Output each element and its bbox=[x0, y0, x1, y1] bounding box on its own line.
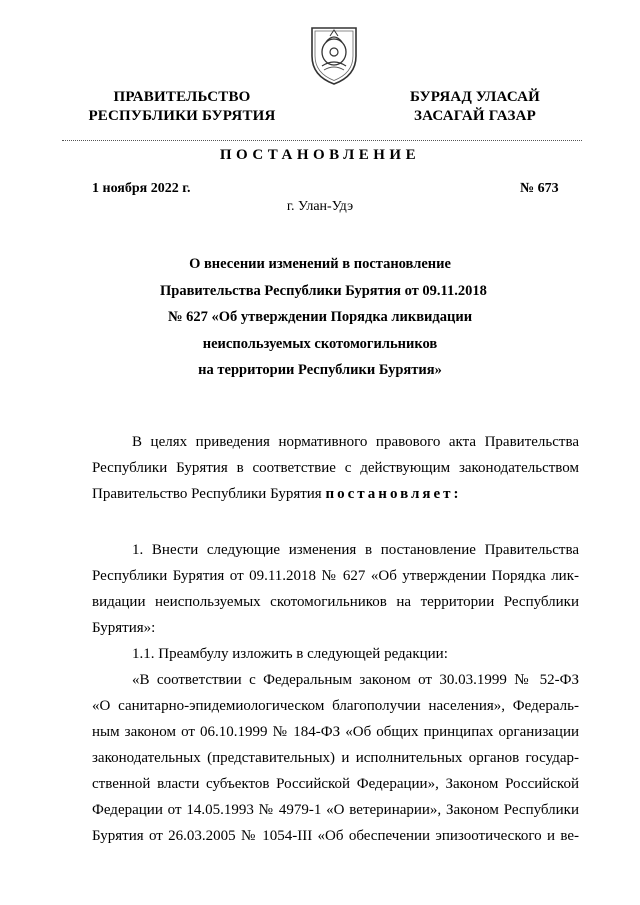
header-divider bbox=[62, 140, 582, 141]
coat-of-arms-icon bbox=[306, 22, 362, 86]
subject-line: № 627 «Об утверждении Порядка ликвидации bbox=[167, 309, 473, 325]
org-name-line: ЗАСАГАЙ ГАЗАР bbox=[414, 108, 536, 124]
subject-line: Правительства Республики Бурятия от 09.11.2018 bbox=[160, 282, 487, 299]
paragraph-line: Бурятия от 26.03.2005 № 1054-III «Об обеспечении эпизоотического и ве- bbox=[92, 828, 579, 844]
org-name-line: ПРАВИТЕЛЬСТВО bbox=[113, 89, 251, 105]
subject-line: на территории Республики Бурятия» bbox=[198, 362, 442, 378]
paragraph-line: видации неиспользуемых скотомогильников на территории Республики bbox=[92, 594, 579, 610]
document-date: 1 ноября 2022 г. bbox=[92, 181, 191, 196]
paragraph-line: Бурятия»: bbox=[92, 620, 156, 636]
document-city: г. Улан-Удэ bbox=[286, 199, 354, 214]
decides-keyword: постановляет: bbox=[325, 486, 462, 502]
quoted-preamble-paragraph bbox=[92, 667, 579, 849]
paragraph-line: Федерации от 14.05.1993 № 4979-1 «О ветеринарии», Законом Республики bbox=[92, 802, 579, 818]
org-name-russian bbox=[82, 88, 282, 126]
paragraph-line: 1. Внести следующие изменения в постановление Правительства bbox=[132, 542, 579, 558]
org-name-line: БУРЯАД УЛАСАЙ bbox=[409, 89, 541, 105]
paragraph-line: Республики Бурятия в соответствие с действующим законодательством bbox=[92, 460, 579, 476]
preamble-paragraph bbox=[92, 429, 579, 507]
paragraph-line: ным законом от 06.10.1999 № 184-ФЗ «Об общих принципах организации bbox=[92, 724, 579, 740]
paragraph-line: Республики Бурятия от 09.11.2018 № 627 «Об утверждении Порядка лик- bbox=[92, 568, 579, 584]
item-1-1-line: 1.1. Преамбулу изложить в следующей редакции: bbox=[132, 646, 448, 662]
paragraph-line: В целях приведения нормативного правового акта Правительства bbox=[132, 434, 579, 450]
paragraph-line: законодательных (представительных) и исполнительных органов государ- bbox=[92, 750, 579, 766]
item-1-paragraph bbox=[92, 537, 579, 667]
paragraph-line: «О санитарно-эпидемиологическом благополучии населения», Федераль- bbox=[92, 698, 579, 714]
subject-line: неиспользуемых скотомогильников bbox=[202, 335, 438, 352]
document-subject bbox=[160, 251, 487, 384]
preamble-prefix: Правительство Республики Бурятия bbox=[92, 486, 322, 502]
paragraph-line bbox=[92, 481, 579, 507]
paragraph-line: ственной власти субъектов Российской Федерации», Законом Российской bbox=[92, 776, 579, 792]
org-name-line: РЕСПУБЛИКИ БУРЯТИЯ bbox=[88, 108, 276, 124]
document-type-title: ПОСТАНОВЛЕНИЕ bbox=[219, 147, 421, 163]
subject-line: О внесении изменений в постановление bbox=[189, 256, 451, 272]
org-name-buryat bbox=[395, 88, 555, 126]
paragraph-line: «В соответствии с Федеральным законом от 30.03.1999 № 52-ФЗ bbox=[132, 672, 579, 688]
document-number: № 673 bbox=[520, 181, 559, 196]
